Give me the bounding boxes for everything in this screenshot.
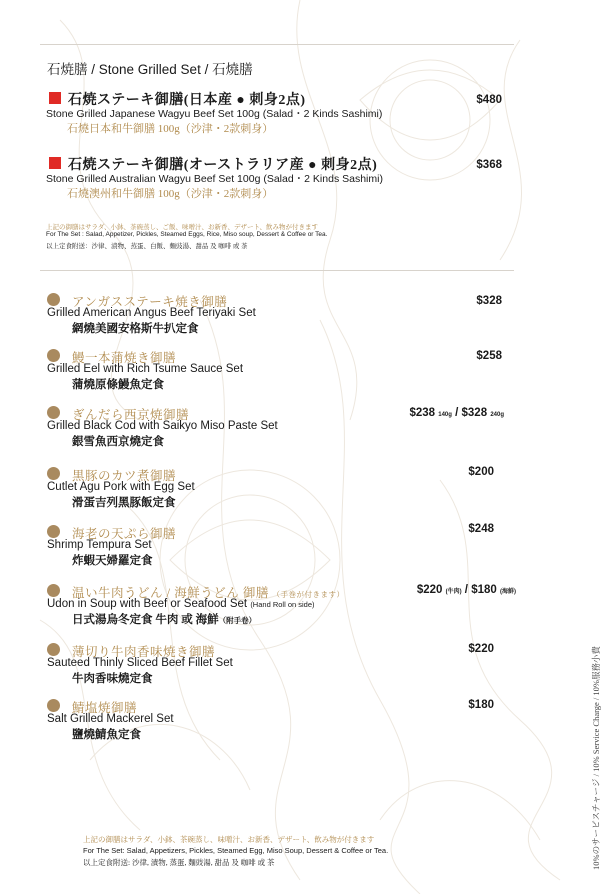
set-note-cn: 以上定食附送：沙律、漬物、蒸蛋、白飯、麵豉湯、甜品 及 咖啡 或 茶: [46, 243, 248, 250]
menu-item-en: Stone Grilled Japanese Wagyu Beef Set 100g (Salad・2 Kinds Sashimi): [46, 108, 383, 120]
menu-item-cn: 銀雪魚西京燒定食: [72, 436, 164, 448]
section-divider: [40, 270, 514, 271]
menu-item-cn: 炸蝦天婦羅定食: [72, 555, 153, 567]
menu-item-price: $248: [468, 523, 494, 535]
gold-dot-bullet: [47, 525, 60, 538]
gold-dot-bullet: [47, 349, 60, 362]
top-divider: [40, 44, 514, 45]
menu-item-en: Salt Grilled Mackerel Set: [47, 713, 174, 725]
menu-item-price: $220: [468, 643, 494, 655]
menu-item-price: $258: [476, 350, 502, 362]
menu-item-cn: 牛肉香味燒定食: [72, 673, 153, 685]
menu-item-en: Grilled Black Cod with Saikyo Miso Paste Set: [47, 420, 278, 432]
menu-item-price: $238 140g / $328 240g: [409, 407, 504, 419]
menu-item-jp: 黒豚のカツ煮御膳: [72, 469, 177, 483]
gold-dot-bullet: [47, 643, 60, 656]
menu-item-en: Grilled Eel with Rich Tsume Sauce Set: [47, 363, 244, 375]
menu-item-cn: 蒲燒原條鰻魚定食: [72, 379, 164, 391]
gold-dot-bullet: [47, 406, 60, 419]
menu-item-price: $180: [468, 699, 494, 711]
gold-dot-bullet: [47, 467, 60, 480]
menu-item-price: $328: [476, 295, 502, 307]
menu-item-jp: 温い牛肉うどん / 海鮮うどん 御膳 （手巻が付きます）: [72, 586, 345, 600]
gold-dot-bullet: [47, 584, 60, 597]
footer-note-jp: 上記の御膳はサラダ、小鉢、茶碗蒸し、味噌汁、お新香、デザート、飲み物が付きます: [83, 835, 375, 844]
menu-item-jp: 海老の天ぷら御膳: [72, 527, 177, 541]
menu-item-cn: 石燒日本和牛御膳 100g（沙津・2款刺身）: [67, 123, 274, 135]
menu-item-cn: 網燒美國安格斯牛扒定食: [72, 323, 199, 335]
section-title: 石焼膳 / Stone Grilled Set / 石燒膳: [47, 62, 253, 77]
service-charge-note: 10%のサービスチャージ / 10% Service Charge / 10%服務小費: [591, 645, 601, 870]
menu-item-jp: アンガスステーキ焼き御膳: [72, 295, 228, 309]
footer-note-en: For The Set: Salad, Appetizers, Pickles, Steamed Egg, Miso Soup, Dessert & Coffee or Tea.: [83, 846, 389, 855]
gold-dot-bullet: [47, 699, 60, 712]
menu-item-cn: 石燒澳州和牛御膳 100g（沙津・2款刺身）: [67, 188, 274, 200]
menu-item-jp: ぎんだら西京焼御膳: [72, 408, 190, 422]
menu-item-en: Sauteed Thinly Sliced Beef Fillet Set: [47, 657, 233, 669]
menu-item-cn: 滑蛋吉列黑豚飯定食: [72, 497, 176, 509]
menu-item-en: Udon in Soup with Beef or Seafood Set (Hand Roll on side): [47, 598, 315, 610]
menu-item-en: Cutlet Agu Pork with Egg Set: [47, 481, 195, 493]
menu-item-price: $200: [468, 466, 494, 478]
set-note-jp: 上記の御膳はサラダ、小鉢、茶碗蒸し、ご飯、味噌汁、お新香、デザート、飲み物が付きます: [46, 224, 318, 231]
menu-item-en: Shrimp Tempura Set: [47, 539, 152, 551]
menu-item-jp: 鯖塩焼御膳: [72, 701, 138, 715]
menu-item-cn: 鹽燒鯖魚定食: [72, 729, 141, 741]
menu-item-price: $220 (牛肉) / $180 (海鮮): [416, 584, 516, 596]
menu-item-jp: 鰻一本蒲焼き御膳: [72, 351, 177, 365]
red-square-bullet: [49, 157, 61, 169]
menu-item-price: $368: [476, 159, 502, 171]
set-note-en: For The Set : Salad, Appetizer, Pickles, Steamed Eggs, Rice, Miso soup, Dessert & Coffee or Tea.: [46, 231, 328, 238]
gold-dot-bullet: [47, 293, 60, 306]
menu-item-en: Stone Grilled Australian Wagyu Beef Set 100g (Salad・2 Kinds Sashimi): [46, 173, 383, 185]
menu-item-cn: 日式湯烏冬定食 牛肉 或 海鮮（附手卷）: [72, 614, 257, 626]
menu-item-jp: 石焼ステーキ御膳(日本産 ● 刺身2点): [68, 93, 306, 108]
menu-item-price: $480: [476, 94, 502, 106]
red-square-bullet: [49, 92, 61, 104]
menu-item-en: Grilled American Angus Beef Teriyaki Set: [47, 307, 256, 319]
menu-item-jp: 石焼ステーキ御膳(オーストラリア産 ● 刺身2点): [68, 158, 378, 173]
footer-note-cn: 以上定食附送: 沙律, 漬物, 蒸蛋, 麵豉湯, 甜品 及 咖啡 或 茶: [83, 858, 275, 867]
menu-item-jp: 薄切り牛肉香味焼き御膳: [72, 645, 216, 659]
